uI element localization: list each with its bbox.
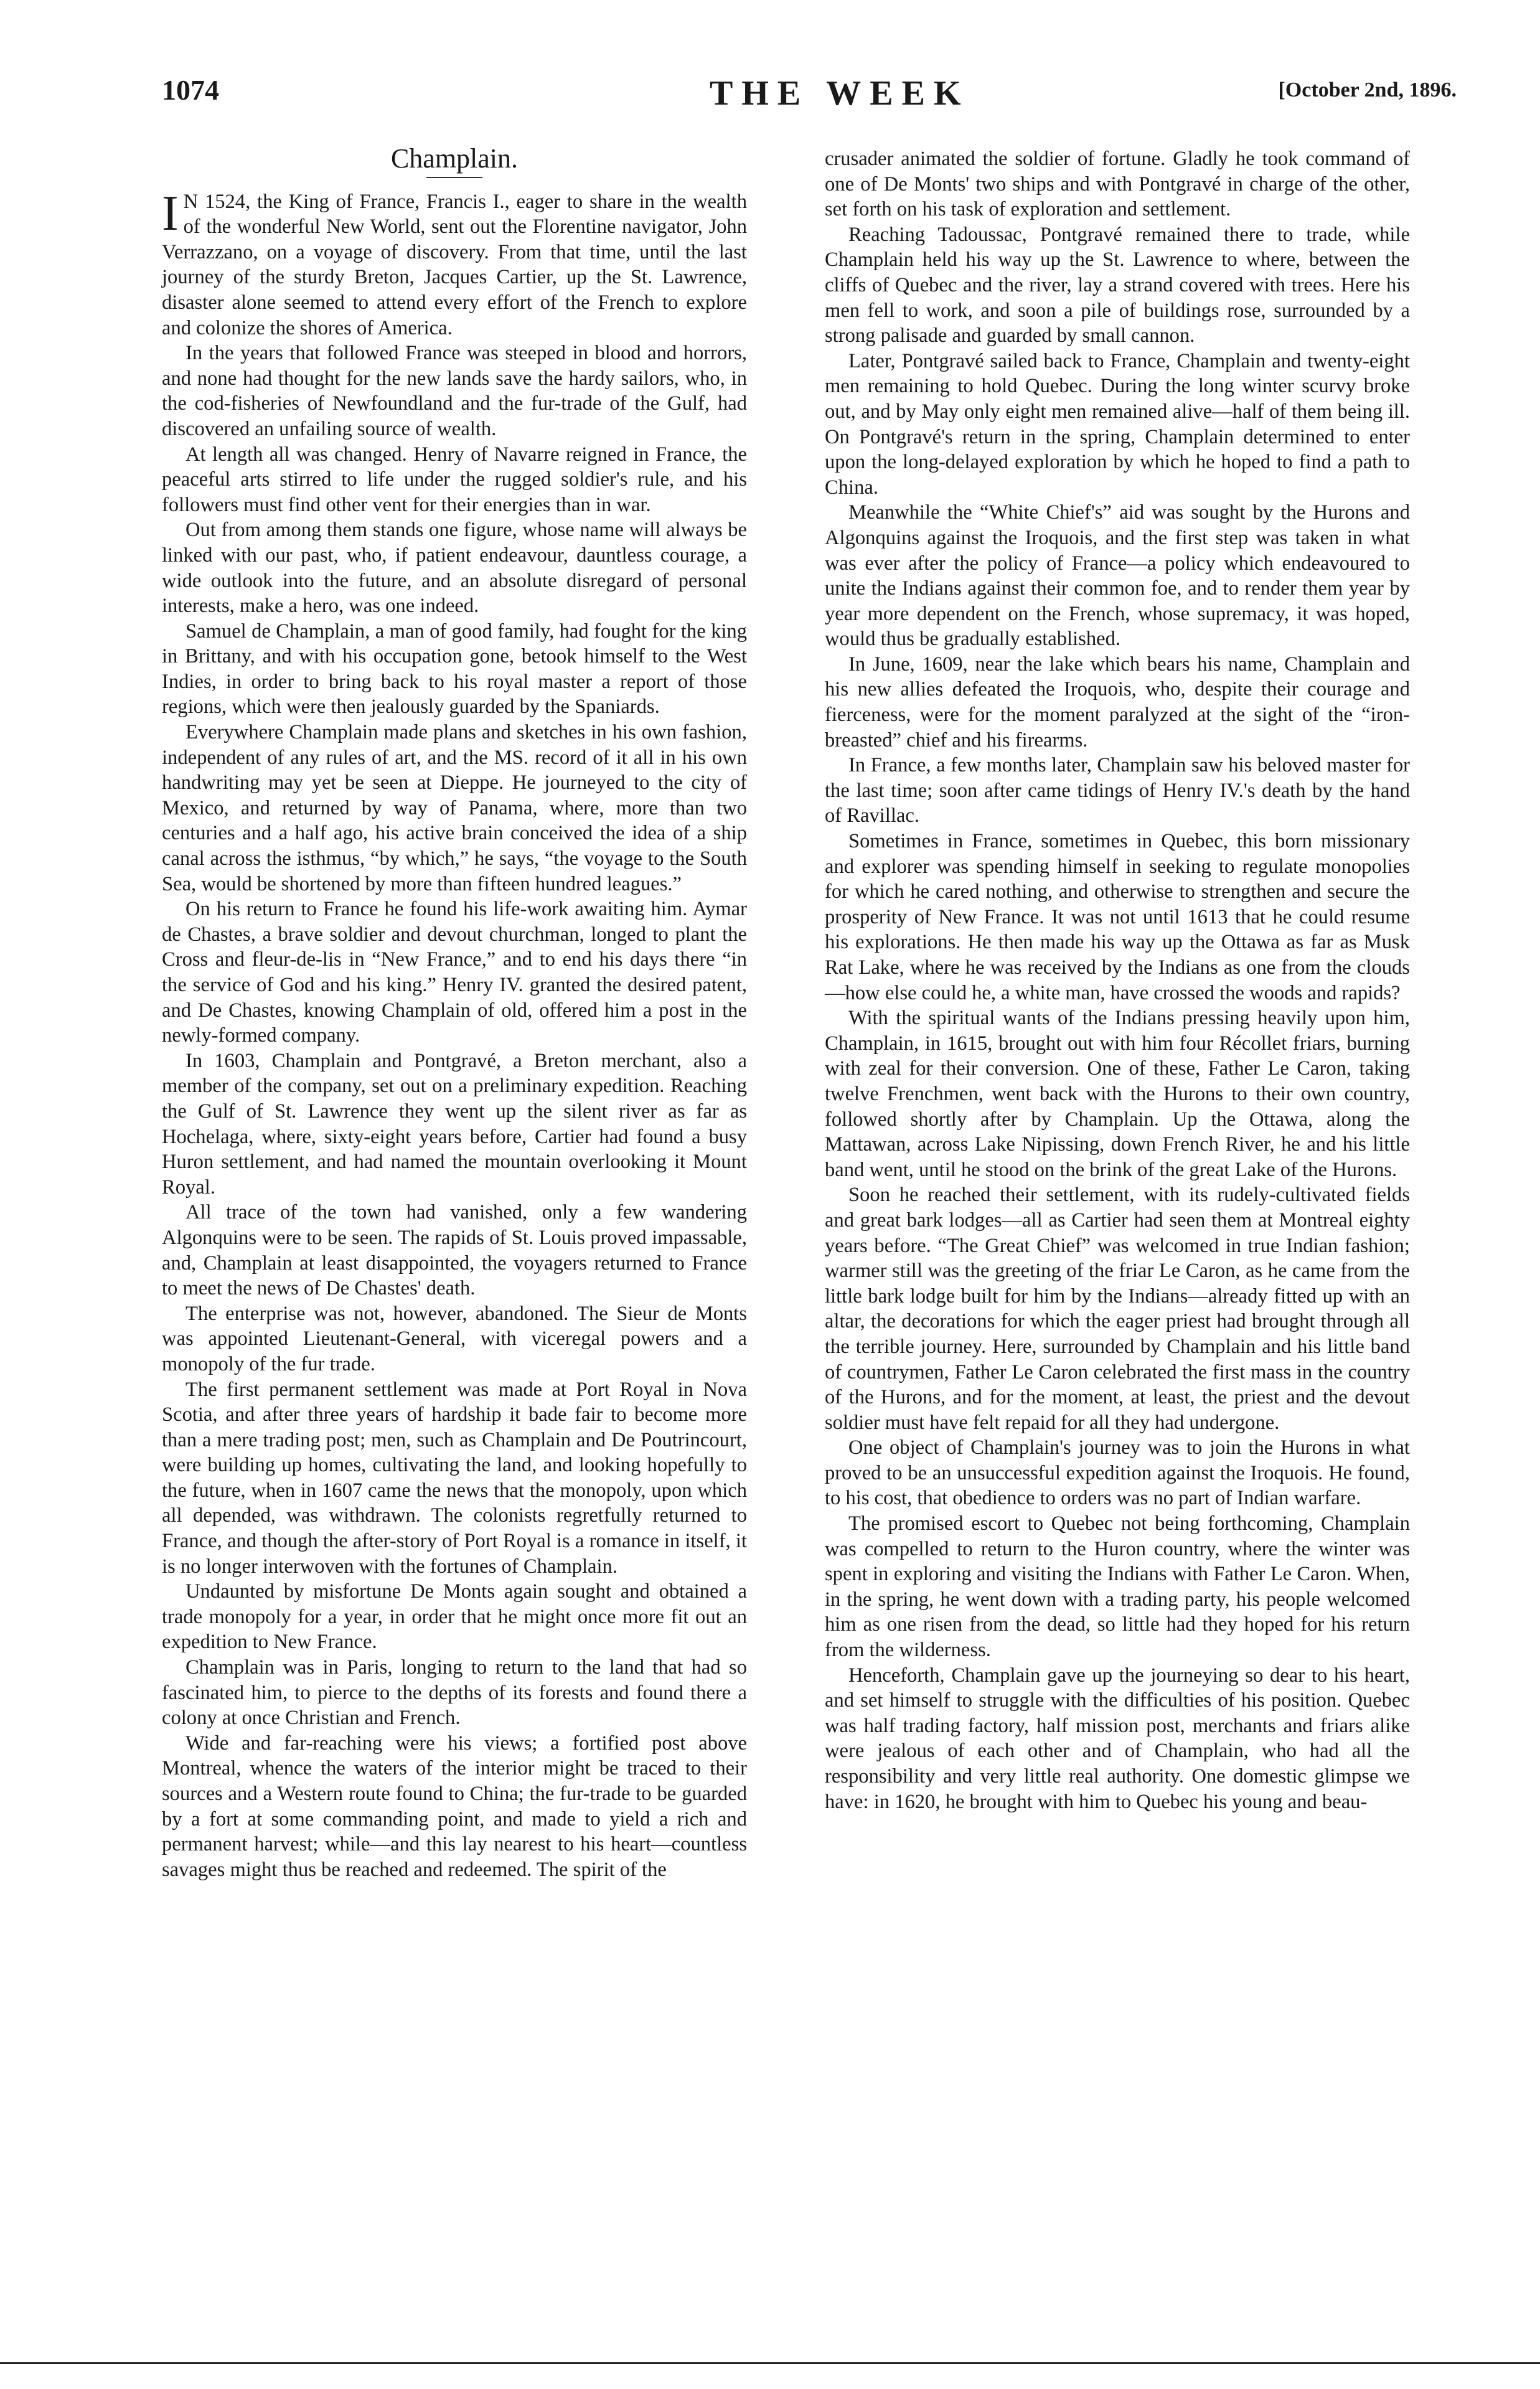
article-paragraph: In France, a few months later, Champlain saw his beloved master for the last time; soon after came tidings of Henry IV.'s death by the hand of Ravillac. bbox=[825, 754, 1410, 827]
article-paragraph: All trace of the town had vanished, only a few wandering Algonquins were to be seen. The rapids of St. Louis proved impassable, and, Champlain at least disappointed, the voyagers returned to France to meet the news of De Chastes' death. bbox=[162, 1201, 747, 1300]
article-paragraph: The first permanent settlement was made at Port Royal in Nova Scotia, and after three years of hardship it bade fair to become more than a mere trading post; men, such as Champlain and De Poutrincourt, were building up homes, cultivating the land, and looking hopefully to the future, when in 1607 came the news that the monopoly, upon which all depended, was withdrawn. The colonists regretfully returned to France, and though the after-story of Port Royal is a romance in itself, it is no longer interwoven with the fortunes of Champlain. bbox=[162, 1378, 747, 1578]
title-divider bbox=[426, 177, 482, 178]
article-paragraph: The promised escort to Quebec not being forthcoming, Champlain was compelled to return to the Huron country, where the winter was spent in exploring and visiting the Indians with Father Le Caron. When, in the spring, he went down with a trading party, his people welcomed him as one risen from the dead, so little had they hoped for his return from the wilderness. bbox=[825, 1512, 1410, 1662]
article-title: Champlain. bbox=[390, 143, 519, 174]
journal-title: THE WEEK bbox=[710, 74, 970, 113]
bottom-border bbox=[0, 2362, 1540, 2364]
article-paragraph: Henceforth, Champlain gave up the journeying so dear to his heart, and set himself to struggle with the difficulties of his position. Quebec was half trading factory, half mission post, merchants and friars alike were jealous of each other and of Champlain, who had all the responsibility and very little real authority. One domestic glimpse we have: in 1620, he brought with him to Quebec his young and beau- bbox=[825, 1664, 1410, 1813]
article-paragraph: Champlain was in Paris, longing to return to the land that had so fascinated him, to pierce to the depths of its forests and found there a colony at once Christian and French. bbox=[162, 1656, 747, 1730]
page-header bbox=[162, 73, 1457, 130]
article-paragraph: Undaunted by misfortune De Monts again sought and obtained a trade monopoly for a year, in order that he might once more fit out an expedition to New France. bbox=[162, 1580, 747, 1654]
article-paragraph: Later, Pontgravé sailed back to France, Champlain and twenty-eight men remaining to hold Quebec. During the long winter scurvy broke out, and by May only eight men remained alive—half of them being ill. On Pontgravé's return in the spring, Champlain determined to enter upon the long-delayed exploration by which he hoped to find a path to China. bbox=[825, 349, 1410, 499]
article-paragraph: One object of Champlain's journey was to join the Hurons in what proved to be an unsuccessful expedition against the Iroquois. He found, to his cost, that obedience to orders was no part of Indian warfare. bbox=[825, 1436, 1410, 1510]
right-column bbox=[825, 146, 1410, 1814]
article-paragraph: On his return to France he found his life-work awaiting him. Aymar de Chastes, a brave soldier and devout churchman, longed to plant the Cross and fleur-de-lis in “New France,” and to end his days there “in the service of God and his king.” Henry IV. granted the desired patent, and De Chastes, knowing Champlain of old, offered him a post in the newly-formed company. bbox=[162, 898, 747, 1047]
issue-date: [October 2nd, 1896. bbox=[1278, 78, 1457, 101]
article-paragraph: Meanwhile the “White Chief's” aid was sought by the Hurons and Algonquins against the Iroquois, and the first step was taken in what was ever after the policy of France—a policy which endeavoured to unite the Indians against their common foe, and to render them year by year more dependent on the French, whose supremacy, it was hoped, would thus be gradually established. bbox=[825, 501, 1410, 651]
article-paragraph: Sometimes in France, sometimes in Quebec, this born missionary and explorer was spending himself in seeking to regulate monopolies for which he cared nothing, and otherwise to strengthen and secure the prosperity of New France. It was not until 1613 that he could resume his explorations. He then made his way up the Ottawa as far as Musk Rat Lake, where he was received by the Indians as one from the clouds—how else could he, a white man, have crossed the woods and rapids? bbox=[825, 830, 1410, 1004]
article-paragraph: crusader animated the soldier of fortune. Gladly he took command of one of De Monts' two ships and with Pontgravé in charge of the other, set forth on his task of exploration and settlement. bbox=[825, 148, 1410, 221]
page-number: 1074 bbox=[162, 74, 219, 106]
article-paragraph: At length all was changed. Henry of Navarre reigned in France, the peaceful arts stirred to life under the rugged soldier's rule, and his followers must find other vent for their energies than in war. bbox=[162, 443, 747, 516]
article-paragraph: Soon he reached their settlement, with its rudely-cultivated fields and great bark lodges—all as Cartier had seen them at Montreal eighty years before. “The Great Chief” was welcomed in true Indian fashion; warmer still was the greeting of the friar Le Caron, as he came from the little bark lodge built for him by the Indians—already fitted up with an altar, the decorations for which the eager priest had brought through all the terrible journey. Here, surrounded by Champlain and his little band of countrymen, Father Le Caron celebrated the first mass in the country of the Hurons, and for the moment, at least, the priest and the devout soldier must have felt repaid for all they had undergone. bbox=[825, 1184, 1410, 1434]
article-paragraph: In the years that followed France was steeped in blood and horrors, and none had thought for the new lands save the hardy sailors, who, in the cod-fisheries of Newfoundland and the fur-trade of the Gulf, had discovered an unfailing source of wealth. bbox=[162, 342, 747, 440]
article-paragraph: The enterprise was not, however, abandoned. The Sieur de Monts was appointed Lieutenant-General, with viceregal powers and a monopoly of the fur trade. bbox=[162, 1302, 747, 1375]
article-paragraph: Everywhere Champlain made plans and sketches in his own fashion, independent of any rules of art, and the MS. record of it all in his own handwriting may yet be seen at Dieppe. He journeyed to the city of Mexico, and returned by way of Panama, where, more than two centuries and a half ago, his active brain conceived the idea of a ship canal across the isthmus, “by which,” he says, “the voyage to the South Sea, would be shortened by more than fifteen hundred leagues.” bbox=[162, 721, 747, 895]
article-paragraph: In 1603, Champlain and Pontgravé, a Breton merchant, also a member of the company, set out on a preliminary expedition. Reaching the Gulf of St. Lawrence they went up the silent river as far as Hochelaga, where, sixty-eight years before, Cartier had found a busy Huron settlement, and had named the mountain overlooking it Mount Royal. bbox=[162, 1049, 747, 1199]
drop-cap: I bbox=[162, 186, 179, 241]
article-paragraph: Out from among them stands one figure, whose name will always be linked with our past, who, if patient endeavour, dauntless courage, a wide outlook into the future, and an absolute disregard of personal interests, make a hero, was one indeed. bbox=[162, 519, 747, 618]
article-paragraph: With the spiritual wants of the Indians pressing heavily upon him, Champlain, in 1615, brought out with him four Récollet friars, burning with zeal for their conversion. One of these, Father Le Caron, taking twelve Frenchmen, went back with the Hurons to their own country, followed shortly after by Champlain. Up the Ottawa, along the Mattawan, across Lake Nipissing, down French River, he and his little band went, until he stood on the brink of the great Lake of the Hurons. bbox=[825, 1007, 1410, 1181]
left-column bbox=[162, 143, 747, 1882]
article-paragraph: In June, 1609, near the lake which bears his name, Champlain and his new allies defeated the Iroquois, who, despite their courage and fierceness, were for the moment paralyzed at the sight of the “iron-breasted” chief and his firearms. bbox=[825, 653, 1410, 752]
article-paragraph: I N 1524, the King of France, Francis I., eager to share in the wealth of the wonderful New World, sent out the Florentine navigator, John Verrazzano, on a voyage of discovery. From that time, until the last journey of the sturdy Breton, Jacques Cartier, up the St. Lawrence, disaster alone seemed to attend every effort of the French to explore and colonize the shores of America. bbox=[162, 186, 747, 339]
article-paragraph: Wide and far-reaching were his views; a fortified post above Montreal, whence the waters of the interior might be traced to their sources and a Western route found to China; the fur-trade to be guarded by a fort at some commanding point, and made to yield a rich and permanent harvest; while—and this lay nearest to his heart—countless savages might thus be reached and redeemed. The spirit of the bbox=[162, 1732, 747, 1881]
article-paragraph: Samuel de Champlain, a man of good family, had fought for the king in Brittany, and with his occupation gone, betook himself to the West Indies, in order to bring back to his royal master a report of those regions, which were then jealously guarded by the Spaniards. bbox=[162, 620, 747, 719]
article-paragraph: Reaching Tadoussac, Pontgravé remained there to trade, while Champlain held his way up the St. Lawrence to where, between the cliffs of Quebec and the river, lay a strand covered with trees. Here his men fell to work, and soon a pile of buildings rose, surrounded by a strong palisade and guarded by small cannon. bbox=[825, 223, 1410, 347]
